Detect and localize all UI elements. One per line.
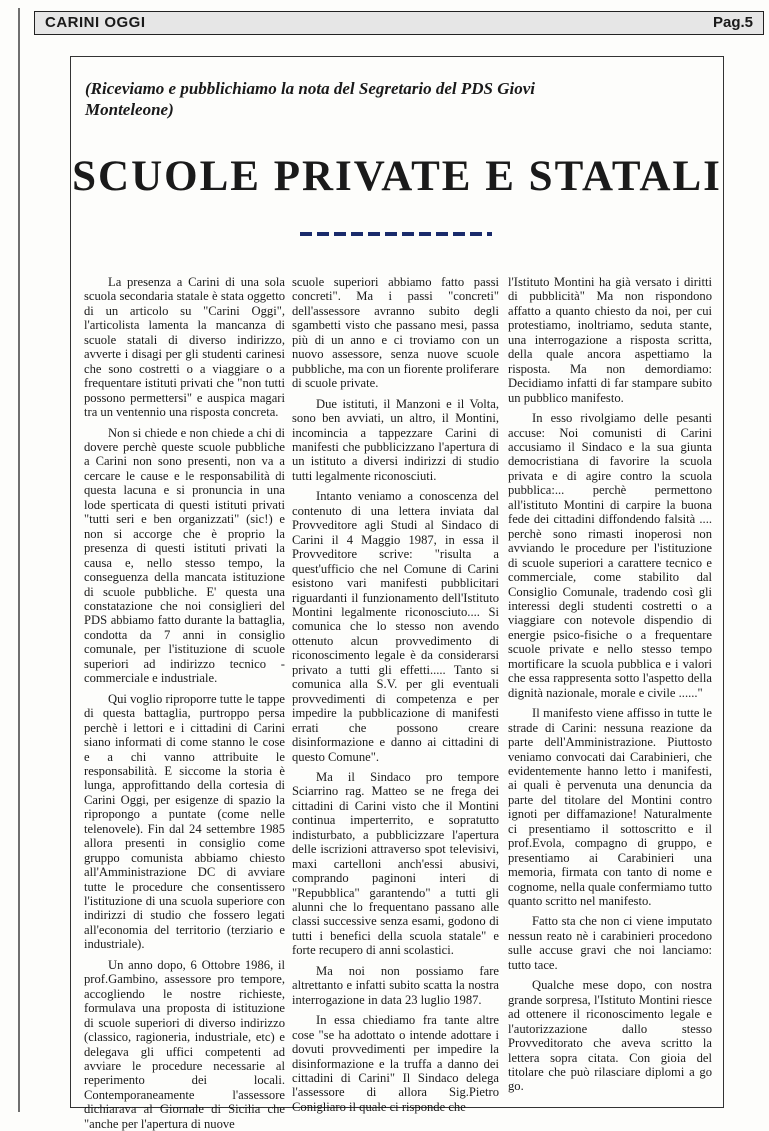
article-intro: (Riceviamo e pubblichiamo la nota del Segretario del PDS Giovi Monteleone) <box>85 79 535 119</box>
paragraph: l'Istituto Montini ha già versato i diritti di pubblicità" Ma non rispondono affatto a quanto chiesto da noi, per cui protestiamo, inoltriamo, seduta stante, una interrogazione a risposta scritta, della quale ancora aspettiamo la risposta. Ma non demordiamo: Decidiamo infatti di far stampare subito un pubblico manifesto. <box>508 275 712 405</box>
paragraph: Il manifesto viene affisso in tutte le strade di Carini: nessuna reazione da parte dell'Amministrazione. Piuttosto veniamo convocati dai Carabinieri, che evidentemente hanno letto i manifesti, ai quali è pervenuta una denuncia da parte del titolare del Montini contro ignoti per diffamazione! Naturalmente ci presentiamo il sottoscritto e il prof.Evola, compagno di gruppo, e presentiamo ai Carabinieri una memoria, firmata con tanto di nome e cognome, nella quale confermiamo tutto quanto scritto nel manifesto. <box>508 706 712 909</box>
article-column-3 <box>508 275 712 1094</box>
paragraph: Non si chiede e non chiede a chi di dovere perchè queste scuole pubbliche a Carini non sono presenti, non va a cercare le cause e le responsabilità di questa lacuna e si pronuncia in una lode sperticata di questi istituti privati "tutti seri e ben organizzati" (sic!) e non si accorge che è proprio la presenza di questi istituti privati la causa e, nello stesso tempo, la conseguenza della mancata istituzione di scuole pubbliche. E' questa una constatazione che noi consiglieri del PDS abbiamo fatto durante la battaglia, condotta da 7 anni in consiglio comunale, per l'istituzione di scuole superiori ad indirizzo tecnico - commerciale e industriale. <box>84 425 285 686</box>
paragraph: Qui voglio riproporre tutte le tappe di questa battaglia, purtroppo persa perchè i lettori e i cittadini di Carini siano informati di come stanno le cose e a chi vanno attribuite le responsabilità. E siccome la storia è lunga, approfittando della cortesia di Carini Oggi, per esigenze di spazio la ripropongo a puntate (come nelle telenovele). Fin dal 24 settembre 1985 allora presenti in consiglio come gruppo comunista abbiamo chiesto all'Amministrazione DC di avviare tutte le procedure che consentissero l'istituzione di una scuola superiore con indirizzi di studio che fossero legati all'economia del territorio (terziario e industriale). <box>84 691 285 952</box>
paragraph: La presenza a Carini di una sola scuola secondaria statale è stata oggetto di un articolo su "Carini Oggi", l'articolista lamenta la mancanza di scuole statali di diverso indirizzo, avverte i disagi per gli studenti carinesi che sono costretti o a viaggiare o a frequentare istituti privati che "non tutti possono permettersi" e auspica magari tra un ventennio una risposta concreta. <box>84 275 285 420</box>
paragraph: In esso rivolgiamo delle pesanti accuse: Noi comunisti di Carini accusiamo il Sindaco e la sua giunta democristiana di favorire la scuola privata e di agire contro la scuola pubblica:... perchè permettono all'istituto Montini di carpire la buona fede dei cittadini diffondendo falsità .... perchè sono rimasti inoperosi non avviando le procedure per l'istituzione di scuole superiori a carattere tecnico e commerciale, come stabilito dal Consiglio Comunale, tradendo così gli interessi degli studenti costretti o a viaggiare con notevole dispendio di energie psico-fisiche o a frequentare scuole private e nello stesso tempo mortificare la scuola pubblica e i valori che essa rappresenta sotto l'aspetto della dignità nazionale, morale e civile ......" <box>508 411 712 700</box>
paragraph: Un anno dopo, 6 Ottobre 1986, il prof.Gambino, assessore pro tempore, accogliendo le nostre richieste, formulava una proposta di istituzione di scuole superiori di diverso indirizzo (classico, ragioneria, industriale, etc) e delegava gli uffici competenti ad avviare le procedure necessarie al reperimento dei locali. Contemporaneamente l'assessore dichiarava al Giornale di Sicilia che "anche per l'apertura di nuove <box>84 957 285 1131</box>
paragraph: scuole superiori abbiamo fatto passi concreti". Ma i passi "concreti" dell'assessore avranno subito degli sgambetti visto che passano mesi, passa più di un anno e ci troviamo con un nuovo assessore, senza nuove scuole pubbliche, ma con un fiorente proliferare di scuole private. <box>292 275 500 391</box>
paragraph: Qualche mese dopo, con nostra grande sorpresa, l'Istituto Montini riesce ad ottenere il riconoscimento legale e l'autorizzazione dallo stesso Provveditorato che aveva scritto la lettera sopra citata. Con gioia del titolare che può rilasciare diplomi a go go. <box>508 978 712 1094</box>
article-headline: SCUOLE PRIVATE E STATALI <box>72 153 722 200</box>
paragraph: Intanto veniamo a conoscenza del contenuto di una lettera inviata dal Provveditore agli Studi al Sindaco di Carini il 4 Maggio 1987, in essa il Provveditore scrive: "risulta a quest'ufficio che nel Comune di Carini esistono vari manifesti pubblicitari riguardanti il funzionamento dell'Istituto Montini legalmente riconosciuto.... Si comunica che lo stesso non avendo ottenuto alcun provvedimento di riconoscimento legale è da considerarsi privato a tutti gli effetti..... Tanto si comunica alla S.V. per gli eventuali provvedimenti di competenza e per impedire la pubblicazione di manifesti errati che possono creare disinformazione e danno ai cittadini di questo Comune". <box>292 489 499 764</box>
page-header <box>34 11 764 35</box>
article-column-2 <box>292 275 499 1114</box>
decorative-dashed-rule <box>300 232 492 236</box>
paragraph: Ma il Sindaco pro tempore Sciarrino rag. Matteo se ne frega dei cittadini di Carini visto che il Montini continua imperterrito, e sopratutto indisturbato, a pubblicizzare l'apertura delle iscrizioni attraverso spot televisivi, maxi cartelloni anch'essi abusivi, comprando paginoni interi di "Repubblica" garantendo" a tutti gli alunni che lo frequentano passano alle classi successive senza esami, godono di tutti i benefici della scuola statale" e forte recupero di anni scolastici. <box>292 769 499 958</box>
newspaper-title: CARINI OGGI <box>45 14 146 31</box>
article-column-1 <box>84 275 285 1131</box>
page-number: Pag.5 <box>712 14 753 31</box>
paragraph: Ma noi non possiamo fare altrettanto e infatti subito scatta la nostra interrogazione in data 23 luglio 1987. <box>292 963 499 1007</box>
paragraph: In essa chiediamo fra tante altre cose "se ha adottato o intende adottare i dovuti provvedimenti per impedire la disinformazione e la truffa a danno dei cittadini di Carini" Il Sindaco delega l'assessore di allora Sig.Pietro Conigliaro il quale ci risponde che <box>292 1013 499 1114</box>
paragraph: Fatto sta che non ci viene imputato nessun reato nè i carabinieri procedono sulle accuse gravi che noi lanciamo: tutto tace. <box>508 914 712 972</box>
paragraph: Due istituti, il Manzoni e il Volta, sono ben avviati, un altro, il Montini, incomincia a tappezzare Carini di manifesti che pubblicizzano l'apertura di un istituto a diversi indirizzi di studio tutti legalmente riconosciuti. <box>292 396 499 483</box>
